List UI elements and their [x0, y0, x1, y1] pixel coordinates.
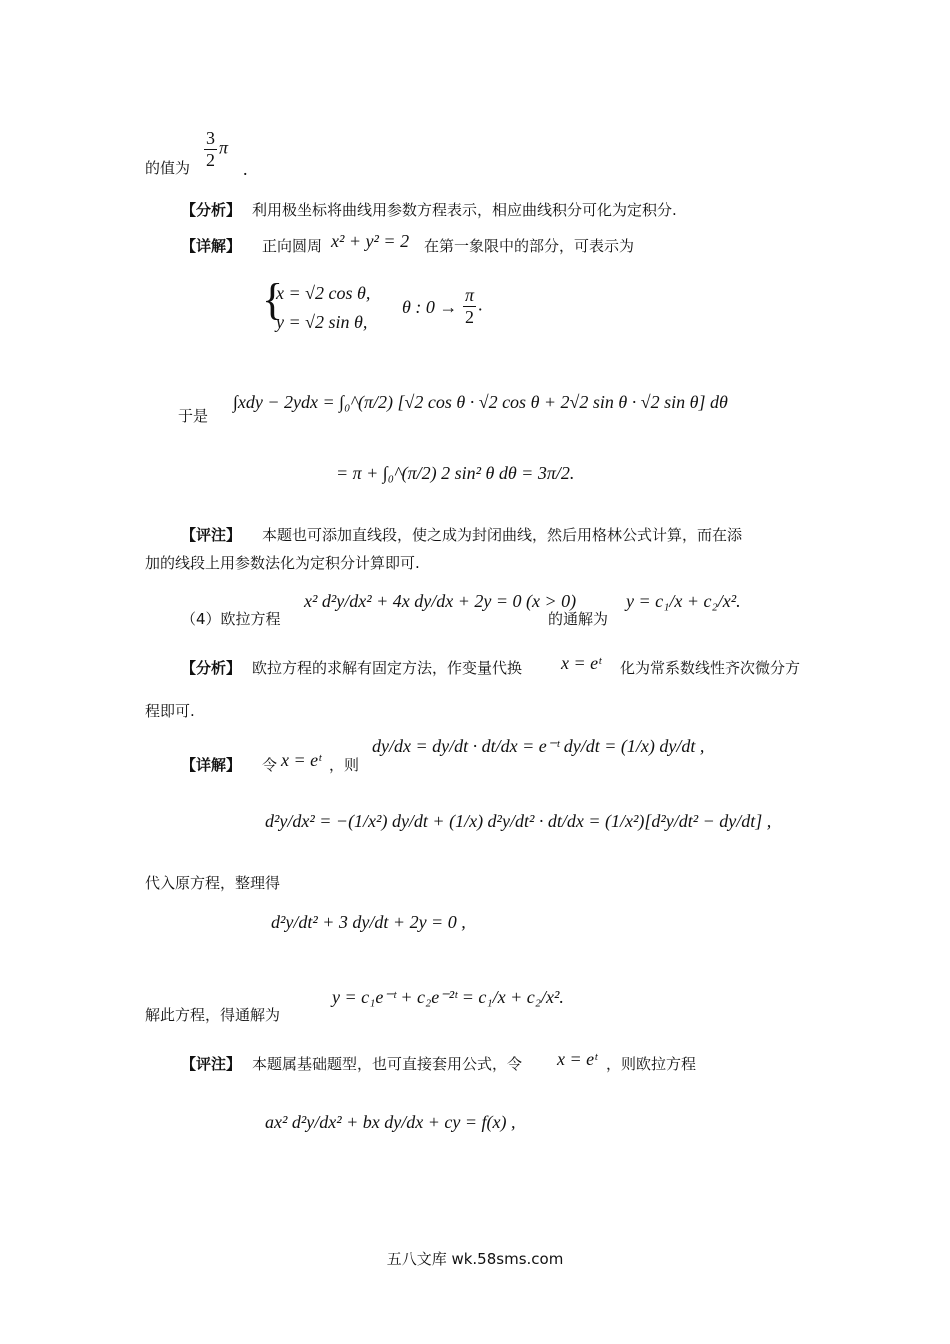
- solution-equation: y = c₁e⁻ᵗ + c₂e⁻²ᵗ = c₁/x + c₂/x².: [332, 987, 564, 1007]
- constant-coef-equation: d²y/dt² + 3 dy/dt + 2y = 0 ,: [271, 912, 466, 932]
- solve-text: 解此方程，得通解为: [145, 1006, 281, 1024]
- general-solution: y = c₁/x + c₂/x².: [626, 591, 741, 611]
- detail2-text-b: ，则: [329, 756, 360, 774]
- detail2-text-a: 令: [262, 756, 278, 774]
- first-derivative: dy/dx = dy/dt · dt/dx = e⁻ᵗ dy/dt = (1/x) dy/dt ,: [372, 736, 705, 756]
- param-pi-fraction: $\frac{\pi}{2}$ .: [465, 285, 483, 327]
- comment-line-1: 本题也可添加直线段，使之成为封闭曲线，然后用格林公式计算，而在添: [262, 526, 743, 544]
- footer-watermark: 五八文库 wk.58sms.com: [386, 1250, 564, 1268]
- comment-label: 【评注】: [181, 526, 242, 544]
- analysis-label: 【分析】: [181, 201, 242, 219]
- value-fraction: $\frac{3}{2}$ π: [206, 128, 229, 170]
- substitution-eq: x = eᵗ: [561, 653, 602, 673]
- second-derivative: d²y/dx² = −(1/x²) dy/dt + (1/x) d²y/dt² · dt/dx = (1/x²)[d²y/dt² − dy/dt] ,: [265, 811, 772, 831]
- param-y: y = √2 sin θ,: [276, 312, 368, 332]
- detail2-label: 【详解】: [181, 756, 242, 774]
- value-period: .: [243, 159, 248, 179]
- detail2-eq: x = eᵗ: [281, 750, 322, 770]
- general-euler-formula: ax² d²y/dx² + bx dy/dx + cy = f(x) ,: [265, 1112, 516, 1132]
- question-4-label: （4）欧拉方程: [181, 610, 281, 628]
- detail-label: 【详解】: [181, 237, 242, 255]
- integral-line-1: ∫xdy − 2ydx = ∫₀^(π/2) [√2 cos θ · √2 cos θ + 2√2 sin θ · √2 sin θ] dθ: [233, 392, 728, 412]
- yushi-label: 于是: [178, 407, 209, 425]
- system-brace: {: [262, 275, 284, 324]
- comment2-text-b: ，则欧拉方程: [606, 1055, 697, 1073]
- param-x: x = √2 cos θ,: [276, 283, 371, 303]
- comment2-text-a: 本题属基础题型，也可直接套用公式，令: [252, 1055, 523, 1073]
- detail-text-a: 正向圆周: [262, 237, 323, 255]
- circle-equation: x² + y² = 2: [331, 231, 410, 251]
- substitute-text: 代入原方程，整理得: [145, 874, 281, 892]
- analysis2-label: 【分析】: [181, 659, 242, 677]
- value-prefix: 的值为: [145, 159, 191, 177]
- param-theta: θ : 0 →: [402, 297, 458, 317]
- comment-line-2: 加的线段上用参数法化为定积分计算即可.: [145, 554, 420, 572]
- comment2-label: 【评注】: [181, 1055, 242, 1073]
- analysis-text: 利用极坐标将曲线用参数方程表示，相应曲线积分可化为定积分.: [252, 201, 677, 219]
- integral-line-2: = π + ∫₀^(π/2) 2 sin² θ dθ = 3π/2.: [336, 463, 575, 483]
- analysis2-text-1: 欧拉方程的求解有固定方法，作变量代换: [252, 659, 523, 677]
- analysis2-text-3: 程即可.: [145, 702, 195, 720]
- euler-equation: x² d²y/dx² + 4x dy/dx + 2y = 0 (x > 0): [304, 591, 577, 611]
- detail-text-b: 在第一象限中的部分，可表示为: [424, 237, 635, 255]
- question-4-mid: 的通解为: [548, 610, 609, 628]
- comment2-eq: x = eᵗ: [557, 1049, 598, 1069]
- analysis2-text-2: 化为常系数线性齐次微分方: [620, 659, 801, 677]
